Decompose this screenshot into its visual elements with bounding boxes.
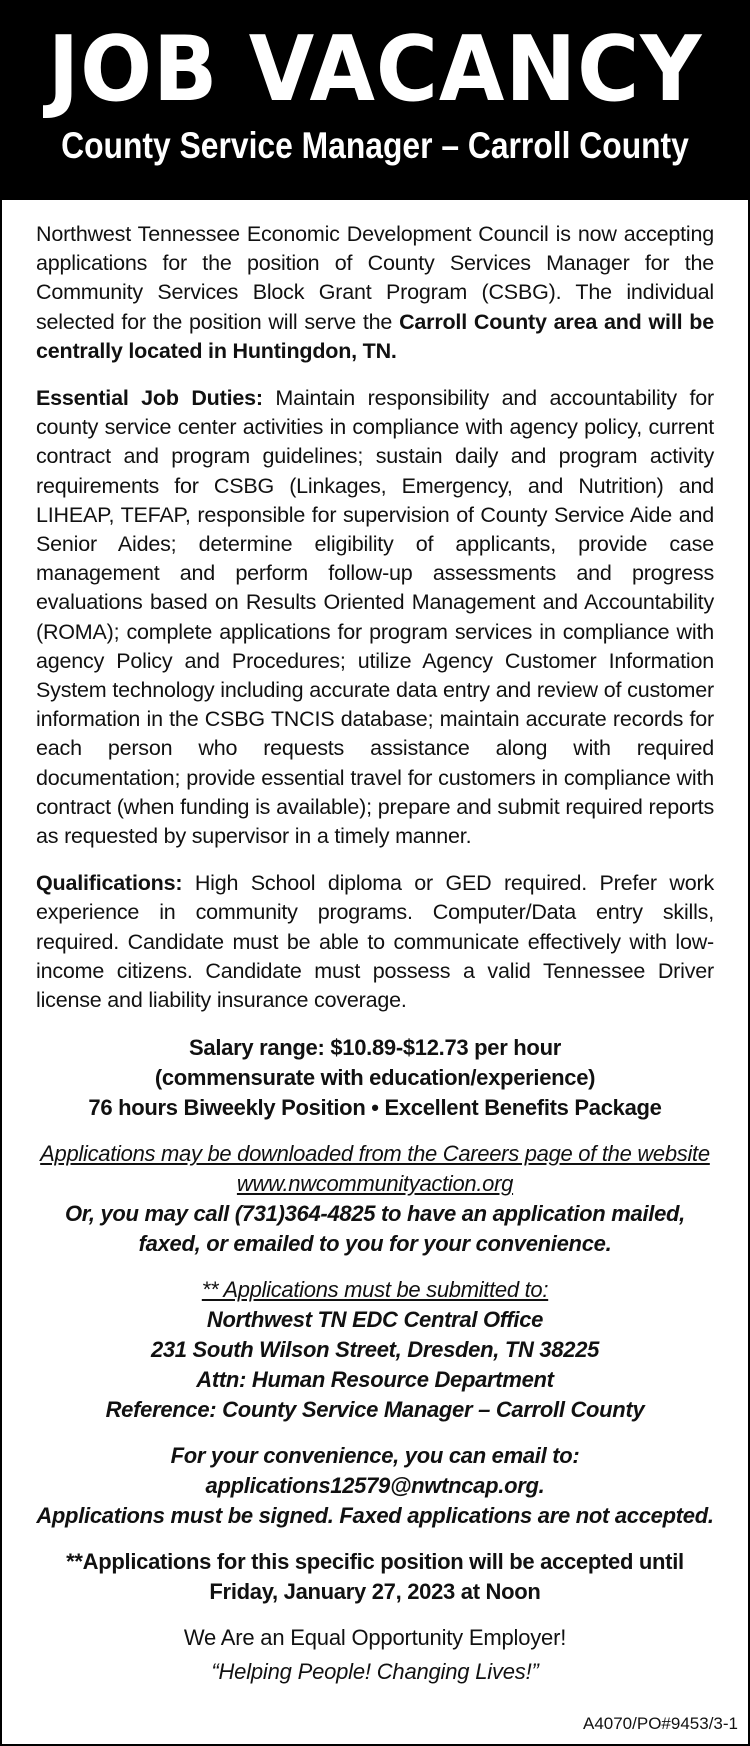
position-benefits: 76 hours Biweekly Position • Excellent Benefits Package <box>88 1095 662 1121</box>
applications-block <box>36 1139 714 1259</box>
ad-header <box>2 2 748 200</box>
email-block <box>36 1441 714 1531</box>
website-link[interactable]: www.nwcommunityaction.org <box>236 1171 514 1197</box>
intro-paragraph <box>36 220 714 366</box>
submit-office: Northwest TN EDC Central Office <box>206 1307 544 1333</box>
reference-code: A4070/PO#9453/3-1 <box>582 1714 738 1733</box>
motto: “Helping People! Changing Lives!” <box>211 1659 539 1685</box>
intro-location: Carroll County area and will be centrally located in Huntingdon, TN. <box>36 309 714 363</box>
qualifications-paragraph <box>36 869 714 1015</box>
duties-paragraph <box>36 384 714 851</box>
submit-attn: Attn: Human Resource Department <box>196 1367 554 1393</box>
salary-note: (commensurate with education/experience) <box>154 1065 596 1091</box>
submit-heading: ** Applications must be submitted to: <box>201 1277 549 1303</box>
deadline-date: Friday, January 27, 2023 at Noon <box>209 1579 541 1605</box>
salary-range: Salary range: $10.89-$12.73 per hour <box>189 1035 561 1061</box>
duties-text: Maintain responsibility and accountability for county service center activities in compliance with agency policy, current contract and program guidelines; sustain daily and program activity requirements for CSBG (Linkages, Emergency, and Nutrition) and LIHEAP, TEFAP, responsible for supervision of County Service Aide and Senior Aides; determine eligibility of applicants, provide case management and perform follow-up assessments and progress evaluations based on Results Oriented Management and Accountability (ROMA); complete applications for program services in compliance with agency Policy and Procedures; utilize Agency Customer Information System technology including accurate data entry and review of customer information in the CSBG TNCIS database; maintain accurate records for each person who requests assistance along with required documentation; provide essential travel for customers in compliance with contract (when funding is available); prepare and submit required reports as requested by supervisor in a timely manner. <box>36 386 714 849</box>
subhead: County Service Manager – Carroll County <box>61 125 689 166</box>
headline: JOB VACANCY <box>47 17 703 122</box>
intro-text: Northwest Tennessee Economic Development Council is now accepting applications for the position of County Services Manager for the Community Services Block Grant Program (CSBG). The individual selected for the position will serve the <box>36 222 714 334</box>
submit-reference: Reference: County Service Manager – Carroll County <box>105 1397 645 1423</box>
submit-block <box>36 1275 714 1425</box>
qualifications-label: Qualifications: <box>36 871 183 896</box>
salary-block <box>36 1033 714 1123</box>
email-address[interactable]: applications12579@nwtncap.org. <box>205 1473 545 1499</box>
download-note: Applications may be downloaded from the Careers page of the website <box>40 1141 710 1167</box>
ad-body <box>2 200 748 1689</box>
deadline-block <box>36 1547 714 1607</box>
call-line-1: Or, you may call (731)364-4825 to have an application mailed, <box>65 1201 685 1227</box>
email-note: Applications must be signed. Faxed applications are not accepted. <box>36 1503 714 1529</box>
email-intro: For your convenience, you can email to: <box>170 1443 580 1469</box>
submit-address: 231 South Wilson Street, Dresden, TN 38225 <box>150 1337 600 1363</box>
duties-label: Essential Job Duties: <box>36 386 263 411</box>
call-line-2: faxed, or emailed to you for your convenience. <box>138 1231 612 1257</box>
qualifications-text: High School diploma or GED required. Prefer work experience in community programs. Computer/Data entry skills, required. Candidate must be able to communicate effectively with low-income citizens. Candidate must possess a valid Tennessee Driver license and liability insurance coverage. <box>36 871 714 1013</box>
eoe-statement: We Are an Equal Opportunity Employer! <box>183 1625 567 1651</box>
deadline-line-1: **Applications for this specific position will be accepted until <box>66 1549 684 1575</box>
